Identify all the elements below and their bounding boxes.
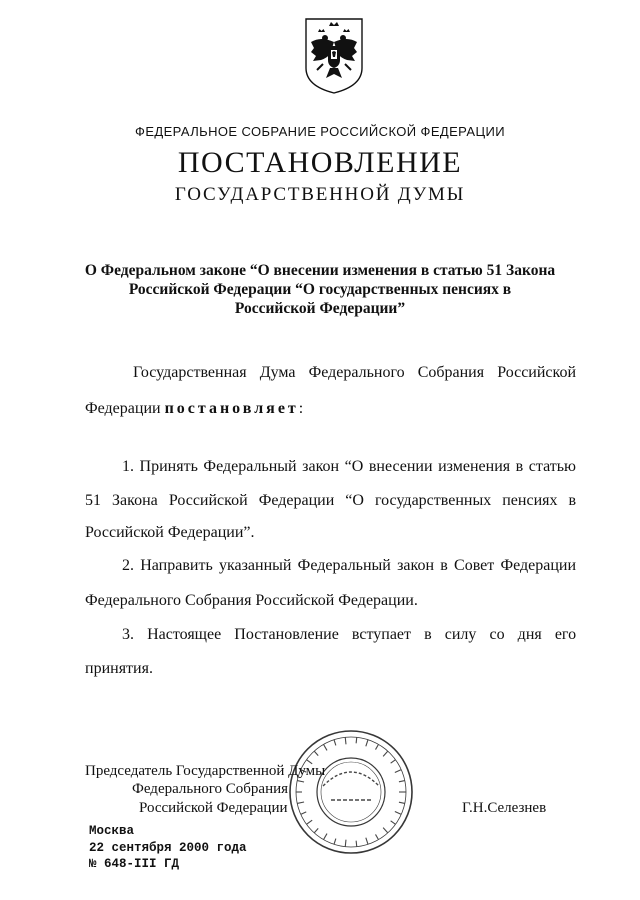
state-emblem-icon bbox=[303, 16, 365, 96]
document-type-title: ПОСТАНОВЛЕНИЕ bbox=[177, 146, 463, 179]
issuer-heading: ГОСУДАРСТВЕННОЙ ДУМЫ bbox=[174, 184, 466, 205]
clause-2-line: 2. Направить указанный Федеральный закон в Совет Федерации bbox=[122, 557, 577, 574]
signatory-title-line: Председатель Государственной Думы bbox=[85, 763, 326, 779]
preamble-line: Государственная Дума Федерального Собрания Российской bbox=[133, 364, 577, 381]
clause-1-line: 51 Закона Российской Федерации “О государственных пенсиях в bbox=[85, 492, 577, 509]
footer-city: Москва bbox=[89, 824, 135, 838]
footer-date: 22 сентября 2000 года bbox=[89, 841, 247, 855]
signatory-name: Г.Н.Селезнев bbox=[462, 800, 547, 816]
signatory-title-line: Федерального Собрания bbox=[132, 781, 289, 797]
subject-line: Российской Федерации “О государственных пенсиях в bbox=[128, 281, 512, 298]
clause-2-line: Федерального Собрания Российской Федерации. bbox=[85, 592, 418, 609]
signatory-title-line: Российской Федерации bbox=[139, 800, 288, 816]
clause-3-line: 3. Настоящее Постановление вступает в силу со дня его bbox=[122, 626, 577, 643]
footer-number: № 648-III ГД bbox=[89, 857, 180, 871]
subject-line: Российской Федерации” bbox=[234, 300, 406, 317]
decree-verb: постановляет bbox=[164, 400, 299, 417]
clause-3-line: принятия. bbox=[85, 660, 153, 677]
subject-line: О Федеральном законе “О внесении изменения в статью 51 Закона bbox=[84, 262, 556, 279]
clause-1-line: Российской Федерации”. bbox=[85, 524, 255, 541]
preamble-line: Федерации постановляет: bbox=[85, 400, 304, 417]
clause-1-line: 1. Принять Федеральный закон “О внесении изменения в статью bbox=[122, 458, 576, 475]
official-seal-icon bbox=[287, 728, 415, 856]
document-subject bbox=[0, 261, 640, 318]
organization-heading: ФЕДЕРАЛЬНОЕ СОБРАНИЕ РОССИЙСКОЙ ФЕДЕРАЦИИ bbox=[135, 124, 505, 139]
